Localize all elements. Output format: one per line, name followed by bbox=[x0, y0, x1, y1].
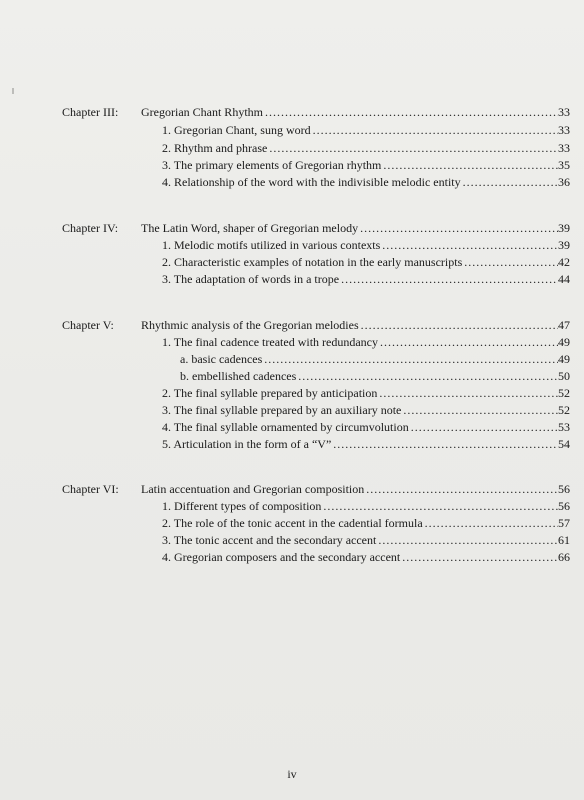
toc-chapter-row bbox=[0, 219, 584, 237]
dot-leader bbox=[463, 173, 558, 191]
page-number: 54 bbox=[558, 437, 570, 451]
page-number: 47 bbox=[558, 318, 570, 332]
toc-section-row bbox=[0, 401, 584, 419]
toc-subsection-row bbox=[0, 367, 584, 385]
section-entry bbox=[162, 270, 570, 288]
chapter-entry bbox=[141, 480, 570, 498]
section-entry bbox=[162, 418, 570, 436]
toc-section-row bbox=[0, 418, 584, 436]
page-number: 57 bbox=[558, 516, 570, 530]
page-number: 33 bbox=[558, 123, 570, 137]
toc-section-row bbox=[0, 384, 584, 402]
page-number: 42 bbox=[558, 255, 570, 269]
page-number: 35 bbox=[558, 158, 570, 172]
dot-leader bbox=[403, 401, 558, 419]
dot-leader bbox=[360, 219, 558, 237]
page-number: 39 bbox=[558, 238, 570, 252]
toc-section-row bbox=[0, 173, 584, 191]
page-number: 44 bbox=[558, 272, 570, 286]
chapter-label: Chapter IV: bbox=[62, 221, 119, 235]
toc-chapter-row bbox=[0, 480, 584, 498]
toc-chapter-row bbox=[0, 316, 584, 334]
toc-section-row bbox=[0, 548, 584, 566]
page-number: 33 bbox=[558, 105, 570, 119]
section-title: 2. The final syllable prepared by anticipation bbox=[162, 386, 378, 400]
toc-section-row bbox=[0, 121, 584, 139]
section-title: 3. The adaptation of words in a trope bbox=[162, 272, 340, 286]
section-entry bbox=[162, 253, 570, 271]
section-entry bbox=[162, 236, 570, 254]
toc-section-row bbox=[0, 270, 584, 288]
subsection-title: b. embellished cadences bbox=[180, 369, 297, 383]
dot-leader bbox=[333, 435, 558, 453]
section-entry bbox=[162, 497, 570, 515]
page-number: 56 bbox=[558, 499, 570, 513]
toc-section-row bbox=[0, 435, 584, 453]
section-entry bbox=[162, 139, 570, 157]
chapter-label: Chapter III: bbox=[62, 105, 119, 119]
section-title: 2. Characteristic examples of notation in the early manuscripts bbox=[162, 255, 463, 269]
section-entry bbox=[162, 401, 570, 419]
section-title: 1. The final cadence treated with redundancy bbox=[162, 335, 379, 349]
section-entry bbox=[162, 514, 570, 532]
dot-leader bbox=[313, 121, 558, 139]
page-number: 49 bbox=[558, 352, 570, 366]
dot-leader bbox=[323, 497, 558, 515]
section-title: 4. Relationship of the word with the indivisible melodic entity bbox=[162, 175, 461, 189]
section-entry bbox=[162, 548, 570, 566]
section-title: 3. The tonic accent and the secondary accent bbox=[162, 533, 377, 547]
subsection-entry bbox=[180, 367, 570, 385]
page-number: 50 bbox=[558, 369, 570, 383]
chapter-entry bbox=[141, 316, 570, 334]
chapter-label: Chapter VI: bbox=[62, 482, 119, 496]
chapter-title: Rhythmic analysis of the Gregorian melodies bbox=[141, 318, 359, 332]
section-title: 2. The role of the tonic accent in the cadential formula bbox=[162, 516, 423, 530]
toc-section-row bbox=[0, 253, 584, 271]
dot-leader bbox=[361, 316, 558, 334]
page-number: 49 bbox=[558, 335, 570, 349]
dot-leader bbox=[366, 480, 558, 498]
chapter-title: Latin accentuation and Gregorian composition bbox=[141, 482, 365, 496]
page-number: 53 bbox=[558, 420, 570, 434]
section-entry bbox=[162, 531, 570, 549]
toc-section-row bbox=[0, 531, 584, 549]
page-footer-number: iv bbox=[287, 767, 297, 781]
section-title: 3. The final syllable prepared by an auxiliary note bbox=[162, 403, 402, 417]
page-number: 56 bbox=[558, 482, 570, 496]
dot-leader bbox=[379, 384, 558, 402]
toc-section-row bbox=[0, 156, 584, 174]
chapter-title: Gregorian Chant Rhythm bbox=[141, 105, 263, 119]
dot-leader bbox=[265, 103, 558, 121]
section-entry bbox=[162, 121, 570, 139]
toc-chapter-row bbox=[0, 103, 584, 121]
dot-leader bbox=[425, 514, 558, 532]
chapter-title: The Latin Word, shaper of Gregorian melody bbox=[141, 221, 359, 235]
section-entry bbox=[162, 156, 570, 174]
section-title: 3. The primary elements of Gregorian rhythm bbox=[162, 158, 382, 172]
chapter-label: Chapter V: bbox=[62, 318, 114, 332]
dot-leader bbox=[341, 270, 558, 288]
subsection-title: a. basic cadences bbox=[180, 352, 263, 366]
subsection-entry bbox=[180, 350, 570, 368]
section-title: 1. Melodic motifs utilized in various contexts bbox=[162, 238, 381, 252]
dot-leader bbox=[382, 236, 558, 254]
section-entry bbox=[162, 384, 570, 402]
page-number: 33 bbox=[558, 141, 570, 155]
dot-leader bbox=[402, 548, 558, 566]
toc-section-row bbox=[0, 514, 584, 532]
toc-subsection-row bbox=[0, 350, 584, 368]
page-number: 52 bbox=[558, 386, 570, 400]
dot-leader bbox=[264, 350, 558, 368]
scan-artifact-mark bbox=[12, 88, 14, 94]
section-entry bbox=[162, 333, 570, 351]
section-title: 5. Articulation in the form of a “V” bbox=[162, 437, 332, 451]
section-entry bbox=[162, 173, 570, 191]
dot-leader bbox=[298, 367, 558, 385]
section-entry bbox=[162, 435, 570, 453]
dot-leader bbox=[383, 156, 558, 174]
dot-leader bbox=[380, 333, 558, 351]
page-number: 66 bbox=[558, 550, 570, 564]
dot-leader bbox=[411, 418, 558, 436]
page-number: 39 bbox=[558, 221, 570, 235]
page-number: 36 bbox=[558, 175, 570, 189]
dot-leader bbox=[378, 531, 558, 549]
section-title: 4. Gregorian composers and the secondary accent bbox=[162, 550, 401, 564]
section-title: 4. The final syllable ornamented by circumvolution bbox=[162, 420, 409, 434]
toc-section-row bbox=[0, 497, 584, 515]
section-title: 1. Gregorian Chant, sung word bbox=[162, 123, 311, 137]
toc-section-row bbox=[0, 236, 584, 254]
toc-section-row bbox=[0, 333, 584, 351]
chapter-entry bbox=[141, 219, 570, 237]
dot-leader bbox=[464, 253, 558, 271]
section-title: 2. Rhythm and phrase bbox=[162, 141, 268, 155]
chapter-entry bbox=[141, 103, 570, 121]
section-title: 1. Different types of composition bbox=[162, 499, 322, 513]
toc-section-row bbox=[0, 139, 584, 157]
page-number: 61 bbox=[558, 533, 570, 547]
dot-leader bbox=[269, 139, 558, 157]
page-number: 52 bbox=[558, 403, 570, 417]
